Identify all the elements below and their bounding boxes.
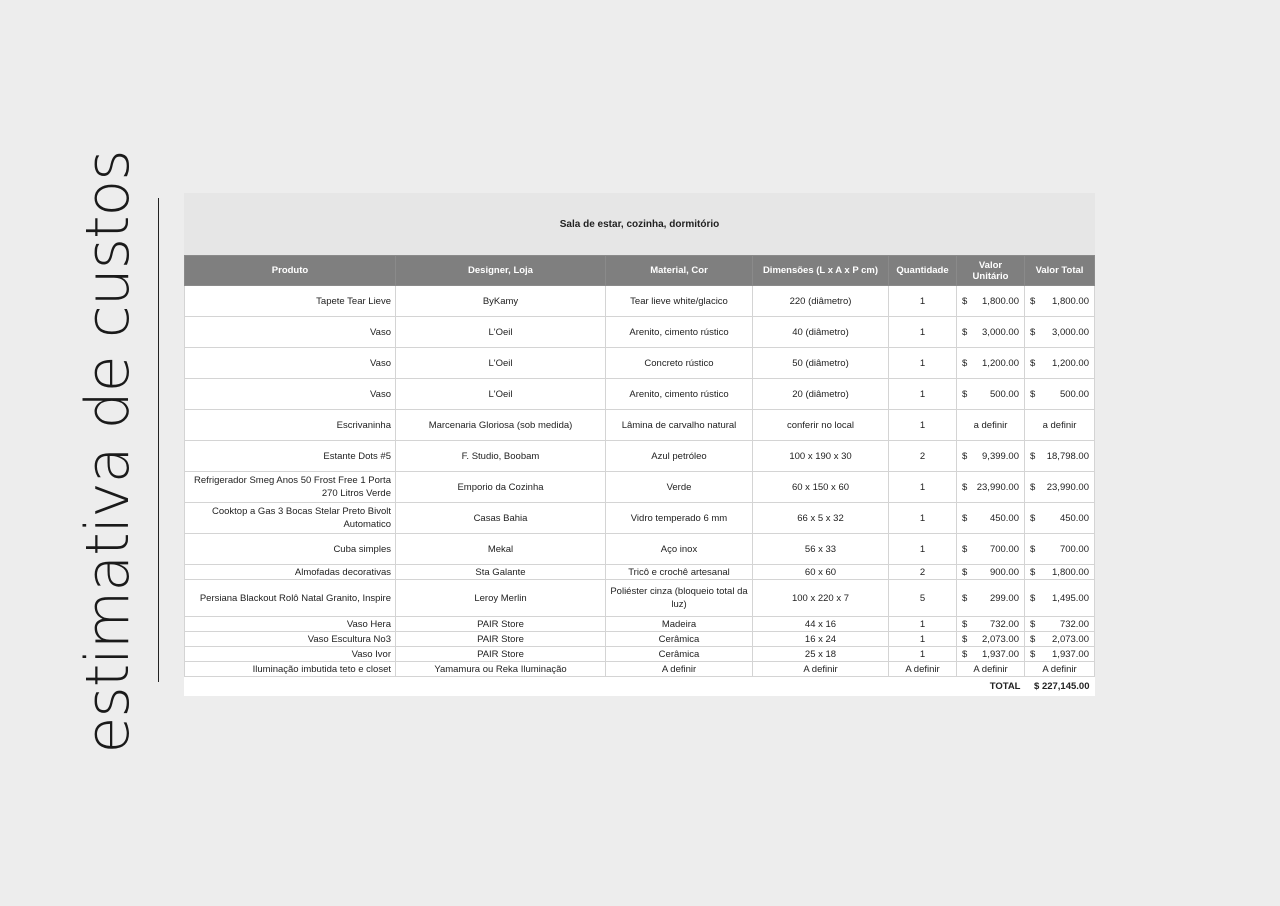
- cell-valor-unitario: [957, 503, 1025, 534]
- cell-material: Arenito, cimento rústico: [606, 317, 753, 348]
- currency-symbol: $: [1030, 648, 1036, 660]
- amount: 700.00: [1059, 543, 1089, 555]
- amount: 1,937.00: [982, 648, 1019, 660]
- currency-symbol: $: [962, 388, 968, 400]
- col-header-valor-unitario: Valor Unitário: [957, 256, 1025, 286]
- cell-produto: Vaso Ivor: [185, 647, 396, 662]
- cell-valor-total: [1025, 647, 1095, 662]
- currency-symbol: $: [962, 566, 968, 578]
- cell-valor-total: [1025, 348, 1095, 379]
- cell-produto: Escrivaninha: [185, 410, 396, 441]
- cell-produto: Cooktop a Gas 3 Bocas Stelar Preto Bivolt Automatico: [185, 503, 396, 534]
- cell-valor-total: [1025, 580, 1095, 617]
- currency-symbol: $: [1030, 566, 1036, 578]
- table-header-row: [185, 256, 1095, 286]
- currency-symbol: $: [962, 357, 968, 369]
- cell-quantidade: 5: [889, 580, 957, 617]
- cell-valor-unitario: [957, 647, 1025, 662]
- cell-quantidade: 1: [889, 317, 957, 348]
- cell-quantidade: 1: [889, 379, 957, 410]
- cell-dimensoes: 20 (diâmetro): [753, 379, 889, 410]
- cell-material: Madeira: [606, 617, 753, 632]
- currency-symbol: $: [1030, 295, 1036, 307]
- col-header-produto: Produto: [185, 256, 396, 286]
- amount: 1,800.00: [1052, 566, 1089, 578]
- table-row: [185, 348, 1095, 379]
- currency-symbol: $: [962, 295, 968, 307]
- cell-material: Cerâmica: [606, 632, 753, 647]
- cell-valor-total: [1025, 472, 1095, 503]
- currency-symbol: $: [962, 618, 968, 630]
- table-row: [185, 662, 1095, 677]
- table-row: [185, 379, 1095, 410]
- cell-material: Arenito, cimento rústico: [606, 379, 753, 410]
- cell-produto: Vaso: [185, 379, 396, 410]
- table-row: [185, 617, 1095, 632]
- cell-valor-total: [1025, 503, 1095, 534]
- amount: 2,073.00: [982, 633, 1019, 645]
- cell-valor-unitario: [957, 617, 1025, 632]
- cell-dimensoes: 50 (diâmetro): [753, 348, 889, 379]
- cell-designer: Sta Galante: [396, 565, 606, 580]
- cell-produto: Vaso Hera: [185, 617, 396, 632]
- cell-dimensoes: 40 (diâmetro): [753, 317, 889, 348]
- table-row: [185, 632, 1095, 647]
- cell-valor-unitario: [957, 472, 1025, 503]
- cell-valor-total: [1025, 534, 1095, 565]
- cell-valor-unitario: [957, 565, 1025, 580]
- total-row: [185, 677, 1095, 697]
- cell-designer: Marcenaria Gloriosa (sob medida): [396, 410, 606, 441]
- amount: 1,200.00: [982, 357, 1019, 369]
- cell-valor-unitario: [957, 379, 1025, 410]
- currency-symbol: $: [962, 543, 968, 555]
- cell-designer: PAIR Store: [396, 632, 606, 647]
- cell-dimensoes: 66 x 5 x 32: [753, 503, 889, 534]
- currency-symbol: $: [1030, 481, 1036, 493]
- table-row: [185, 472, 1095, 503]
- cell-designer: PAIR Store: [396, 647, 606, 662]
- cell-valor-unitario: a definir: [957, 410, 1025, 441]
- cell-valor-unitario: A definir: [957, 662, 1025, 677]
- cell-dimensoes: conferir no local: [753, 410, 889, 441]
- cell-material: Poliéster cinza (bloqueio total da luz): [606, 580, 753, 617]
- amount: 1,495.00: [1052, 592, 1089, 604]
- table-row: [185, 534, 1095, 565]
- cell-valor-total: [1025, 441, 1095, 472]
- sheet-header: [184, 193, 1095, 255]
- cell-valor-total: [1025, 565, 1095, 580]
- cell-designer: Mekal: [396, 534, 606, 565]
- amount: 1,800.00: [1052, 295, 1089, 307]
- cell-dimensoes: 220 (diâmetro): [753, 286, 889, 317]
- cell-produto: Iluminação imbutida teto e closet: [185, 662, 396, 677]
- currency-symbol: $: [1030, 512, 1036, 524]
- cell-dimensoes: 100 x 220 x 7: [753, 580, 889, 617]
- amount: 732.00: [989, 618, 1019, 630]
- total-value: $ 227,145.00: [1034, 681, 1090, 692]
- total-label: TOTAL: [989, 681, 1021, 692]
- cost-table: [184, 255, 1095, 696]
- table-row: [185, 503, 1095, 534]
- cell-material: Tricô e crochê artesanal: [606, 565, 753, 580]
- cell-produto: Cuba simples: [185, 534, 396, 565]
- cell-quantidade: 1: [889, 472, 957, 503]
- table-row: [185, 286, 1095, 317]
- cell-quantidade: 1: [889, 286, 957, 317]
- currency-symbol: $: [962, 633, 968, 645]
- amount: 900.00: [989, 566, 1019, 578]
- cell-designer: Leroy Merlin: [396, 580, 606, 617]
- col-header-designer: Designer, Loja: [396, 256, 606, 286]
- cell-valor-total: [1025, 286, 1095, 317]
- cell-quantidade: 1: [889, 632, 957, 647]
- cell-produto: Persiana Blackout Rolô Natal Granito, Inspire: [185, 580, 396, 617]
- cell-quantidade: 2: [889, 441, 957, 472]
- cell-quantidade: 1: [889, 647, 957, 662]
- col-header-quantidade: Quantidade: [889, 256, 957, 286]
- cell-material: Vidro temperado 6 mm: [606, 503, 753, 534]
- cell-valor-total: [1025, 317, 1095, 348]
- cell-valor-unitario: [957, 286, 1025, 317]
- cell-designer: PAIR Store: [396, 617, 606, 632]
- cell-material: Azul petróleo: [606, 441, 753, 472]
- cell-designer: F. Studio, Boobam: [396, 441, 606, 472]
- cell-designer: L'Oeil: [396, 317, 606, 348]
- currency-symbol: $: [1030, 592, 1036, 604]
- cell-material: Lâmina de carvalho natural: [606, 410, 753, 441]
- cell-valor-unitario: [957, 580, 1025, 617]
- cell-valor-total: [1025, 379, 1095, 410]
- cell-quantidade: 1: [889, 534, 957, 565]
- amount: 299.00: [989, 592, 1019, 604]
- amount: 3,000.00: [982, 326, 1019, 338]
- table-row: [185, 441, 1095, 472]
- cell-material: Concreto rústico: [606, 348, 753, 379]
- col-header-material: Material, Cor: [606, 256, 753, 286]
- amount: 23,990.00: [1046, 481, 1089, 493]
- cell-valor-unitario: [957, 534, 1025, 565]
- cell-designer: ByKamy: [396, 286, 606, 317]
- cell-quantidade: 1: [889, 348, 957, 379]
- amount: 1,200.00: [1052, 357, 1089, 369]
- currency-symbol: $: [1030, 633, 1036, 645]
- currency-symbol: $: [962, 592, 968, 604]
- amount: 3,000.00: [1052, 326, 1089, 338]
- amount: 450.00: [989, 512, 1019, 524]
- cell-valor-unitario: [957, 632, 1025, 647]
- cell-designer: Casas Bahia: [396, 503, 606, 534]
- cost-estimate-sheet: [184, 193, 1095, 696]
- currency-symbol: $: [1030, 326, 1036, 338]
- col-header-valor-total: Valor Total: [1025, 256, 1095, 286]
- amount: 1,800.00: [982, 295, 1019, 307]
- cell-quantidade: 1: [889, 503, 957, 534]
- currency-symbol: $: [962, 648, 968, 660]
- currency-symbol: $: [1030, 543, 1036, 555]
- amount: 9,399.00: [982, 450, 1019, 462]
- cell-material: Cerâmica: [606, 647, 753, 662]
- cell-quantidade: 1: [889, 617, 957, 632]
- cell-produto: Vaso: [185, 317, 396, 348]
- currency-symbol: $: [962, 326, 968, 338]
- currency-symbol: $: [962, 450, 968, 462]
- cell-produto: Estante Dots #5: [185, 441, 396, 472]
- cell-produto: Vaso Escultura No3: [185, 632, 396, 647]
- currency-symbol: $: [1030, 618, 1036, 630]
- page-title: estimativa de custos: [73, 150, 143, 754]
- cell-dimensoes: 16 x 24: [753, 632, 889, 647]
- cell-material: Aço inox: [606, 534, 753, 565]
- currency-symbol: $: [1030, 388, 1036, 400]
- table-row: [185, 647, 1095, 662]
- cell-designer: L'Oeil: [396, 379, 606, 410]
- amount: 23,990.00: [976, 481, 1019, 493]
- cell-material: Verde: [606, 472, 753, 503]
- cell-valor-unitario: [957, 317, 1025, 348]
- currency-symbol: $: [962, 481, 968, 493]
- cell-quantidade: 2: [889, 565, 957, 580]
- cell-designer: Emporio da Cozinha: [396, 472, 606, 503]
- currency-symbol: $: [1030, 357, 1036, 369]
- table-row: [185, 410, 1095, 441]
- cell-designer: Yamamura ou Reka Iluminação: [396, 662, 606, 677]
- cell-valor-total: A definir: [1025, 662, 1095, 677]
- cell-dimensoes: A definir: [753, 662, 889, 677]
- cell-dimensoes: 100 x 190 x 30: [753, 441, 889, 472]
- cell-valor-total: [1025, 632, 1095, 647]
- cell-material: A definir: [606, 662, 753, 677]
- currency-symbol: $: [962, 512, 968, 524]
- amount: 1,937.00: [1052, 648, 1089, 660]
- col-header-dimensoes: Dimensões (L x A x P cm): [753, 256, 889, 286]
- cell-quantidade: A definir: [889, 662, 957, 677]
- cell-dimensoes: 60 x 60: [753, 565, 889, 580]
- amount: 18,798.00: [1046, 450, 1089, 462]
- cell-dimensoes: 60 x 150 x 60: [753, 472, 889, 503]
- cell-dimensoes: 56 x 33: [753, 534, 889, 565]
- table-row: [185, 317, 1095, 348]
- cell-produto: Refrigerador Smeg Anos 50 Frost Free 1 Porta 270 Litros Verde: [185, 472, 396, 503]
- currency-symbol: $: [1030, 450, 1036, 462]
- cell-produto: Almofadas decorativas: [185, 565, 396, 580]
- cell-designer: L'Oeil: [396, 348, 606, 379]
- table-row: [185, 580, 1095, 617]
- vertical-divider: [158, 198, 159, 682]
- cell-valor-unitario: [957, 441, 1025, 472]
- sheet-title: Sala de estar, cozinha, dormitório: [559, 218, 720, 230]
- cell-valor-total: a definir: [1025, 410, 1095, 441]
- cell-valor-total: [1025, 617, 1095, 632]
- amount: 2,073.00: [1052, 633, 1089, 645]
- amount: 500.00: [1059, 388, 1089, 400]
- cell-valor-unitario: [957, 348, 1025, 379]
- amount: 450.00: [1059, 512, 1089, 524]
- cell-dimensoes: 25 x 18: [753, 647, 889, 662]
- amount: 500.00: [989, 388, 1019, 400]
- cell-material: Tear lieve white/glacico: [606, 286, 753, 317]
- cell-dimensoes: 44 x 16: [753, 617, 889, 632]
- cell-quantidade: 1: [889, 410, 957, 441]
- amount: 700.00: [989, 543, 1019, 555]
- cell-produto: Tapete Tear Lieve: [185, 286, 396, 317]
- amount: 732.00: [1059, 618, 1089, 630]
- table-row: [185, 565, 1095, 580]
- cell-produto: Vaso: [185, 348, 396, 379]
